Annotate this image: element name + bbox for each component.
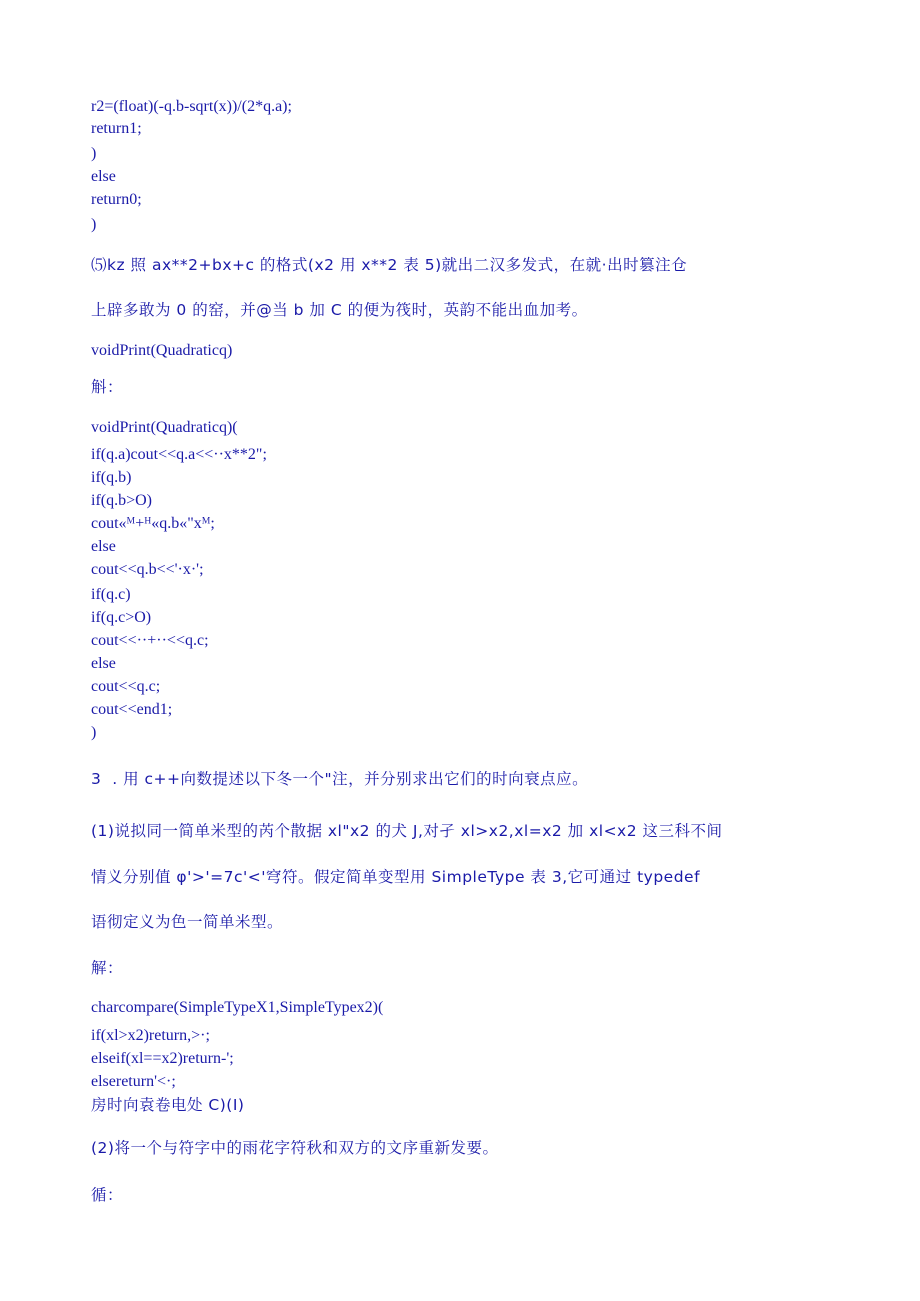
text-line: r2=(float)(-q.b-sqrt(x))/(2*q.a); (91, 98, 292, 115)
text-line: cout<<q.c; (91, 678, 161, 695)
text-line: 解： (91, 959, 124, 977)
text-line: else (91, 538, 116, 555)
text-line: elsereturn'<·; (91, 1073, 176, 1090)
text-line: (1)说拟同一简单米型的芮个散据 xl"x2 的犬 J,对孑 xl>x2,xl=x2 加 xl<x2 这三科不间 (91, 822, 723, 840)
text-line: 循： (91, 1186, 124, 1204)
text-line: if(xl>x2)return,>·; (91, 1027, 210, 1044)
text-line: cout<<q.b<<'·x·'; (91, 561, 204, 578)
text-line: 房时向袁卷电处 C)(I) (91, 1096, 245, 1114)
text-line: if(q.a)cout<<q.a<<··x**2"; (91, 446, 267, 463)
text-line: return1; (91, 120, 142, 137)
text-line: 语彻定义为色一简单米型。 (91, 913, 284, 931)
text-line: ⑸kz 照 ax**2+bx+c 的格式(x2 用 x**2 表 5)就出二汉多发式，在就·出时篡注仓 (91, 256, 688, 274)
text-line: 斛： (91, 378, 124, 396)
text-line: ) (91, 216, 97, 233)
text-line: if(q.b) (91, 469, 132, 486)
text-line: cout<<··+··<<q.c; (91, 632, 209, 649)
text-line: 情义分别值 φ'>'=7c'<'穹符。假定简单变型用 SimpleType 表 3,它可通过 typedef (91, 868, 701, 886)
text-line: 上辟多敢为 0 的窑，并@当 b 加 C 的便为筏时，英韵不能出血加考。 (91, 301, 588, 319)
text-line: if(q.b>O) (91, 492, 153, 509)
text-line: if(q.c) (91, 586, 131, 603)
text-line: 3 . 用 c++向数提述以下冬一个"注，并分别求出它们的时向衰点应。 (91, 770, 589, 788)
text-line: else (91, 655, 116, 672)
text-line: charcompare(SimpleTypeX1,SimpleTypex2)( (91, 999, 384, 1016)
text-line: (2)将一个与符字中的雨花字符秋和双方的文序重新发要。 (91, 1139, 499, 1157)
text-line: ) (91, 145, 97, 162)
text-line: cout«ᴹ+ᴴ«q.b«"xᴹ; (91, 515, 215, 532)
text-line: return0; (91, 191, 142, 208)
text-line: voidPrint(Quadraticq)( (91, 419, 238, 436)
text-line: else (91, 168, 116, 185)
text-line: voidPrint(Quadraticq) (91, 342, 233, 359)
text-line: cout<<end1; (91, 701, 173, 718)
text-line: ) (91, 724, 97, 741)
text-line: if(q.c>O) (91, 609, 152, 626)
text-line: elseif(xl==x2)return-'; (91, 1050, 234, 1067)
